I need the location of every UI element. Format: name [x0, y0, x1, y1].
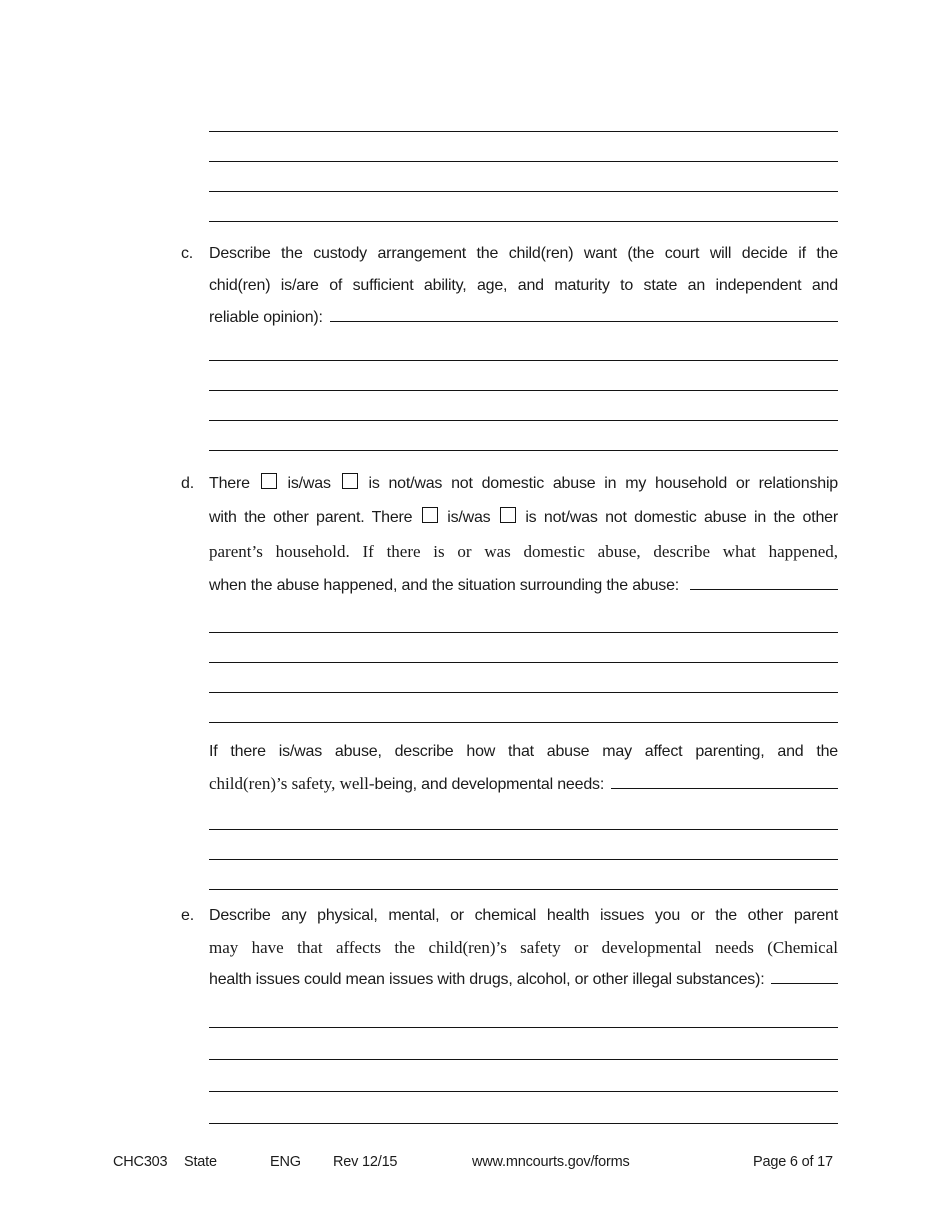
- page-footer: [0, 1154, 950, 1178]
- answer-line[interactable]: [209, 603, 838, 633]
- footer-website-text: www.mncourts.gov/forms: [472, 1154, 630, 1170]
- form-item-e: [181, 900, 838, 996]
- answer-line[interactable]: [209, 1092, 838, 1124]
- form-text-line: [209, 238, 838, 270]
- text-run: is/was: [278, 475, 340, 492]
- text-run: chid(ren) is/are of sufficient ability, age, and maturity to state an independent and: [209, 277, 838, 294]
- form-text-line: [209, 535, 838, 569]
- answer-line[interactable]: [209, 663, 838, 693]
- footer-revision-label: Rev 12/15: [333, 1154, 398, 1170]
- form-item-c: [181, 238, 838, 334]
- answer-lines-group: [209, 603, 838, 723]
- form-text-line: [209, 736, 838, 768]
- answer-line[interactable]: [209, 830, 838, 860]
- inline-answer-blank[interactable]: [690, 589, 838, 590]
- text-run: There: [209, 475, 259, 492]
- answer-line[interactable]: [209, 132, 838, 162]
- text-run: is not/was not domestic abuse in my household or relationship: [359, 475, 838, 492]
- answer-lines-group: [209, 800, 838, 890]
- form-body: [181, 102, 838, 1124]
- form-text-line: [209, 270, 838, 302]
- form-text-line: [209, 964, 838, 996]
- answer-line[interactable]: [209, 1060, 838, 1092]
- footer-state-label: State: [184, 1154, 217, 1170]
- text-run: is/was: [439, 509, 498, 526]
- form-text-line: [209, 932, 838, 964]
- answer-line[interactable]: [209, 1028, 838, 1060]
- text-run: being, and developmental needs:: [374, 776, 605, 793]
- answer-lines-group: [209, 102, 838, 222]
- checkbox-icon[interactable]: [500, 507, 516, 523]
- checkbox-icon[interactable]: [342, 473, 358, 489]
- text-run: If there is/was abuse, describe how that abuse may affect parenting, and the: [209, 743, 838, 760]
- answer-line[interactable]: [209, 421, 838, 451]
- form-text-line: [209, 501, 838, 535]
- text-run: health issues could mean issues with drugs, alcohol, or other illegal substances):: [209, 971, 765, 988]
- checkbox-icon[interactable]: [261, 473, 277, 489]
- answer-line[interactable]: [209, 693, 838, 723]
- checkbox-icon[interactable]: [422, 507, 438, 523]
- form-text-line: [209, 900, 838, 932]
- form-text-line: [209, 302, 838, 334]
- answer-line[interactable]: [209, 633, 838, 663]
- form-paragraph: [209, 736, 838, 800]
- answer-lines-group: [209, 996, 838, 1124]
- form-text-line: [209, 569, 838, 603]
- answer-line[interactable]: [209, 391, 838, 421]
- answer-line[interactable]: [209, 331, 838, 361]
- answer-line[interactable]: [209, 361, 838, 391]
- text-run: Describe the custody arrangement the child(ren) want (the court will decide if the: [209, 245, 838, 262]
- footer-form-code: CHC303: [113, 1154, 168, 1170]
- text-run: is not/was not domestic abuse in the other: [517, 509, 838, 526]
- answer-line[interactable]: [209, 800, 838, 830]
- form-text-line: [209, 768, 838, 800]
- text-run: may have that affects the child(ren)’s safety or developmental needs (Chemical: [209, 938, 838, 957]
- inline-answer-blank[interactable]: [330, 321, 838, 322]
- text-run: reliable opinion):: [209, 309, 323, 326]
- footer-page-number: Page 6 of 17: [753, 1154, 833, 1170]
- answer-line[interactable]: [209, 860, 838, 890]
- answer-line[interactable]: [209, 192, 838, 222]
- text-run: with the other parent. There: [209, 509, 420, 526]
- item-letter: c.: [181, 245, 194, 262]
- item-letter: e.: [181, 907, 194, 924]
- answer-lines-group: [209, 331, 838, 451]
- form-item-d: [181, 467, 838, 603]
- text-run: parent’s household. If there is or was domestic abuse, describe what happened,: [209, 542, 838, 561]
- answer-line[interactable]: [209, 162, 838, 192]
- inline-answer-blank[interactable]: [771, 983, 838, 984]
- text-run: child(ren)’s safety, well-: [209, 774, 375, 793]
- text-run: Describe any physical, mental, or chemical health issues you or the other parent: [209, 907, 838, 924]
- item-letter: d.: [181, 475, 194, 492]
- answer-line[interactable]: [209, 996, 838, 1028]
- inline-answer-blank[interactable]: [611, 788, 838, 789]
- text-run: when the abuse happened, and the situation surrounding the abuse:: [209, 577, 684, 594]
- form-text-line: [209, 467, 838, 501]
- footer-language-label: ENG: [270, 1154, 301, 1170]
- answer-line[interactable]: [209, 102, 838, 132]
